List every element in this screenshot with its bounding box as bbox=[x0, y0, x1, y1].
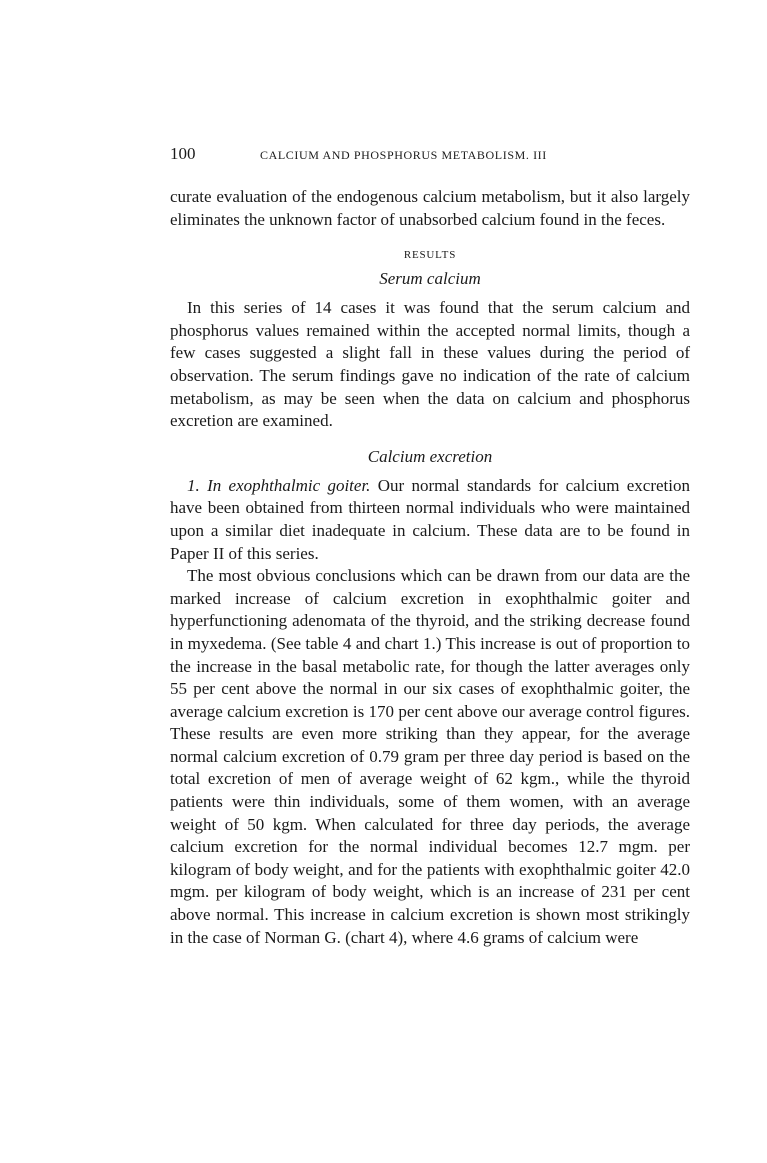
results-heading: RESULTS bbox=[403, 249, 457, 262]
intro-paragraph: curate evaluation of the endogenous calcium metabolism, but it also largely eliminates the unknown factor of unabsorbed calcium found in the feces. bbox=[170, 187, 690, 229]
page-number: 100 bbox=[170, 144, 196, 163]
goiter-paragraph bbox=[170, 475, 690, 565]
running-title: CALCIUM AND PHOSPHORUS METABOLISM. III bbox=[260, 148, 547, 162]
goiter-label: 1. In exophthalmic goiter. bbox=[187, 475, 371, 495]
page-body bbox=[170, 140, 690, 949]
goiter-text: Our normal standards for calcium excretion have been obtained from thirteen normal individuals who were maintained upon a similar diet inadequate in calcium. These data are to be found in Paper II of this series. bbox=[170, 475, 690, 563]
serum-paragraph: In this series of 14 cases it was found that the serum calcium and phosphorus values remained within the accepted normal limits, though a few cases suggested a slight fall in these values during the period of observation. The serum findings gave no indication of the rate of calcium metabolism, as may be seen when the data on calcium and phosphorus excretion are examined. bbox=[170, 298, 690, 431]
calcium-excretion-heading: Calcium excretion bbox=[367, 446, 493, 466]
conclusions-paragraph: The most obvious conclusions which can be drawn from our data are the marked increase of calcium excretion in exophthalmic goiter and hyperfunctioning adenomata of the thyroid, and the striking decrease found in myxedema. (See table 4 and chart 1.) This increase is out of proportion to the increase in the basal metabolic rate, for though the latter averages only 55 per cent above the normal in our six cases of exophthalmic goiter, the average calcium excretion is 170 per cent above our average control figures. These results are even more striking than they appear, for the average normal calcium excretion of 0.79 gram per three day period is based on the total excretion of men of average weight of 62 kgm., while the thyroid patients were thin individuals, some of them women, with an average weight of 50 kgm. When calculated for three day periods, the average calcium excretion for the normal individual becomes 12.7 mgm. per kilogram of body weight, and for the patients with exophthalmic goiter 42.0 mgm. per kilogram of body weight, which is an increase of 231 per cent above normal. This increase in calcium excretion is shown most strikingly in the case of Norman G. (chart 4), where 4.6 grams of calcium were bbox=[170, 566, 690, 947]
running-head bbox=[170, 140, 690, 168]
serum-calcium-heading: Serum calcium bbox=[379, 269, 481, 289]
